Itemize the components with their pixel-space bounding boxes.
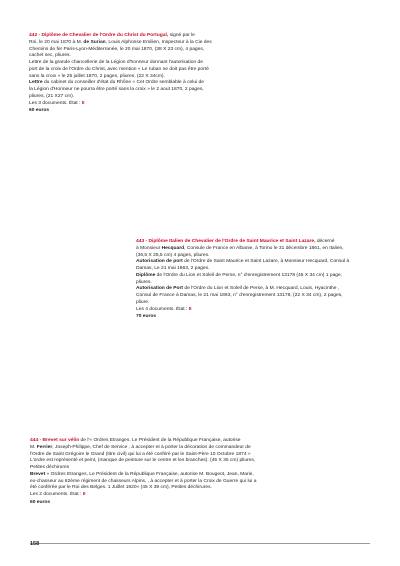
- bold-segment: Diplôme: [136, 272, 156, 278]
- text-segment: de l'Ordre de Saint Maurice et Saint Lazare, à Monsieur Hecquard, Consul à: [182, 259, 350, 265]
- lot-443: [136, 239, 376, 321]
- lot-444: [30, 438, 340, 507]
- description-line: [136, 273, 376, 280]
- text-segment: pliure.: [136, 299, 150, 305]
- text-segment: « Ordres Etranges, Le Président de la République Française, autorise M. Bougeot, Jean, Marie,: [45, 471, 254, 477]
- lot-state: II: [188, 306, 192, 312]
- bold-segment: Hecquard: [161, 245, 185, 251]
- description-line: [30, 458, 340, 465]
- bold-segment: Autorisation de Port: [136, 286, 184, 292]
- description-line: [30, 472, 340, 479]
- lot-description: [29, 40, 289, 101]
- lot-title-suffix: signé par le: [168, 33, 195, 38]
- lot-docs: Les 2 documents. État :: [30, 492, 83, 497]
- text-segment: , Consule de France en Albanie, à Torino le 31 décembre 1861, en Italien,: [184, 245, 344, 251]
- description-line: [30, 485, 340, 492]
- description-line: [29, 60, 289, 67]
- lot-docs: Les 4 documents. État :: [136, 306, 189, 312]
- bold-segment: Autorisation de port: [136, 259, 183, 265]
- text-segment: de l'Ordre du Lion et Soleil de Perse, à M. Hecquard, Louis, Hyacinthe ,: [183, 286, 340, 292]
- text-segment: port de la croix de l'Ordre du Christ, avec mention « Le ruban ne doit pas être porté: [29, 66, 209, 72]
- text-segment: L'ordre est représenté et peint, (manque de peinture sur le centre et les branches). (45 X 35 cm) pliures,: [30, 458, 256, 464]
- description-line: [136, 266, 376, 273]
- text-segment: M.: [30, 444, 37, 450]
- bold-segment: Lettre: [29, 80, 43, 86]
- bold-segment: Brevet: [30, 471, 46, 477]
- text-segment: été conférée par le Roi des Belges. 1 Juillet 1920» (45 X 39 cm), Petites déchirures.: [30, 485, 212, 491]
- text-segment: Damas, Le 21 mai 1863, 2 pages.: [136, 266, 210, 271]
- text-segment: Chemins de fer Paris-Lyon-Méditerranée, le 20 mai 1870, (38 X 23 cm), 4 pages,: [29, 46, 205, 52]
- text-segment: la Légion d'Honneur ne pourra être porté sans la croix » le 2 aout 1870, 2 pages,: [29, 87, 204, 92]
- lot-title: 442 - Diplôme de Chevalier de l'Ordre du Christ du Portugal,: [29, 33, 169, 38]
- description-line: [29, 80, 289, 87]
- description-line: [29, 53, 289, 60]
- text-segment: (36,5 X 25,5 cm) 4 pages, pliures.: [136, 252, 210, 258]
- bold-segment: Ferrier: [36, 444, 53, 450]
- description-line: [30, 465, 340, 472]
- lot-price: 60 euros: [30, 499, 51, 505]
- lot-442: [29, 33, 289, 115]
- text-segment: Petites déchirures: [30, 465, 70, 470]
- lot-title: 444 - Brevet sur vélin: [30, 438, 80, 443]
- footer-rule: [30, 543, 370, 544]
- text-segment: du cabinet du conseiller d'état du Rhône « Cet Ordre semblable à celui de: [42, 80, 204, 86]
- text-segment: ex-chasseur au 62ème régiment de chasseurs Alpins, , à accepter et à porter la Croix de Guerre qui lui a: [30, 478, 257, 484]
- text-segment: Roi, le 20 mai 1870 à M.: [29, 39, 84, 45]
- lot-state: II: [82, 492, 86, 497]
- text-segment: , Joseph-Philippe, Chef de Service , à accepter et à porter la décoration de commandeur de: [52, 444, 251, 450]
- description-line: [136, 293, 376, 300]
- description-line: [136, 286, 376, 293]
- lot-description: [136, 246, 376, 307]
- lot-title-suffix: décerné: [315, 239, 335, 244]
- description-line: [29, 87, 289, 94]
- description-line: [30, 445, 340, 452]
- text-segment: sans la croix » le 25 juillet 1870, 2 pages, pliures, (22 X 34cm).: [29, 73, 165, 79]
- bold-segment: de Surian: [83, 39, 106, 45]
- lot-price: 60 euros: [29, 108, 50, 114]
- description-line: [29, 40, 289, 47]
- lot-description: [30, 445, 340, 492]
- text-segment: , Louis Alphonse Emilien, Inspecteur à la Cie des: [105, 39, 212, 45]
- text-segment: l'Ordre de Saint Grégoire le Grand (titre civil) qui lui a été conféré par le Saint-Père 10 Octobre 1874 »: [30, 451, 251, 457]
- description-line: [29, 94, 289, 101]
- lot-price: 70 euros: [136, 314, 157, 320]
- description-line: [29, 67, 289, 74]
- text-segment: pliures.: [136, 279, 152, 285]
- lot-title: 443 - Diplôme Italien de Chevalier de l'Ordre de Saint Maurice et Saint Lazare,: [136, 239, 316, 244]
- lot-state: II: [81, 100, 85, 106]
- text-segment: pliures, (21 X27 cm).: [29, 93, 75, 99]
- page-number: 158: [30, 541, 40, 547]
- lot-docs: Les 3 documents. État :: [29, 100, 82, 106]
- text-segment: cachet sec, pliures.: [29, 53, 71, 59]
- description-line: [136, 300, 376, 307]
- description-line: [136, 246, 376, 253]
- text-segment: à Monsieur: [136, 245, 162, 251]
- text-segment: de l'Ordre du Lion et Soleil de Perse, n° d'enregistrement 13178 (45 X 34 cm) 1 page,: [155, 272, 343, 278]
- text-segment: Lettre de la grande chancellerie de la Légion d'honneur donnant l'autorisation de: [29, 60, 203, 65]
- text-segment: Consul de France à Damas, le 21 mai 1863, n° d'enregistrement 13178, (22 X 34 cm), 2 pages,: [136, 293, 343, 298]
- lot-title-suffix: de l'« Ordres Etranges. Le Président de la République Française, autorise: [79, 438, 241, 443]
- description-line: [136, 259, 376, 266]
